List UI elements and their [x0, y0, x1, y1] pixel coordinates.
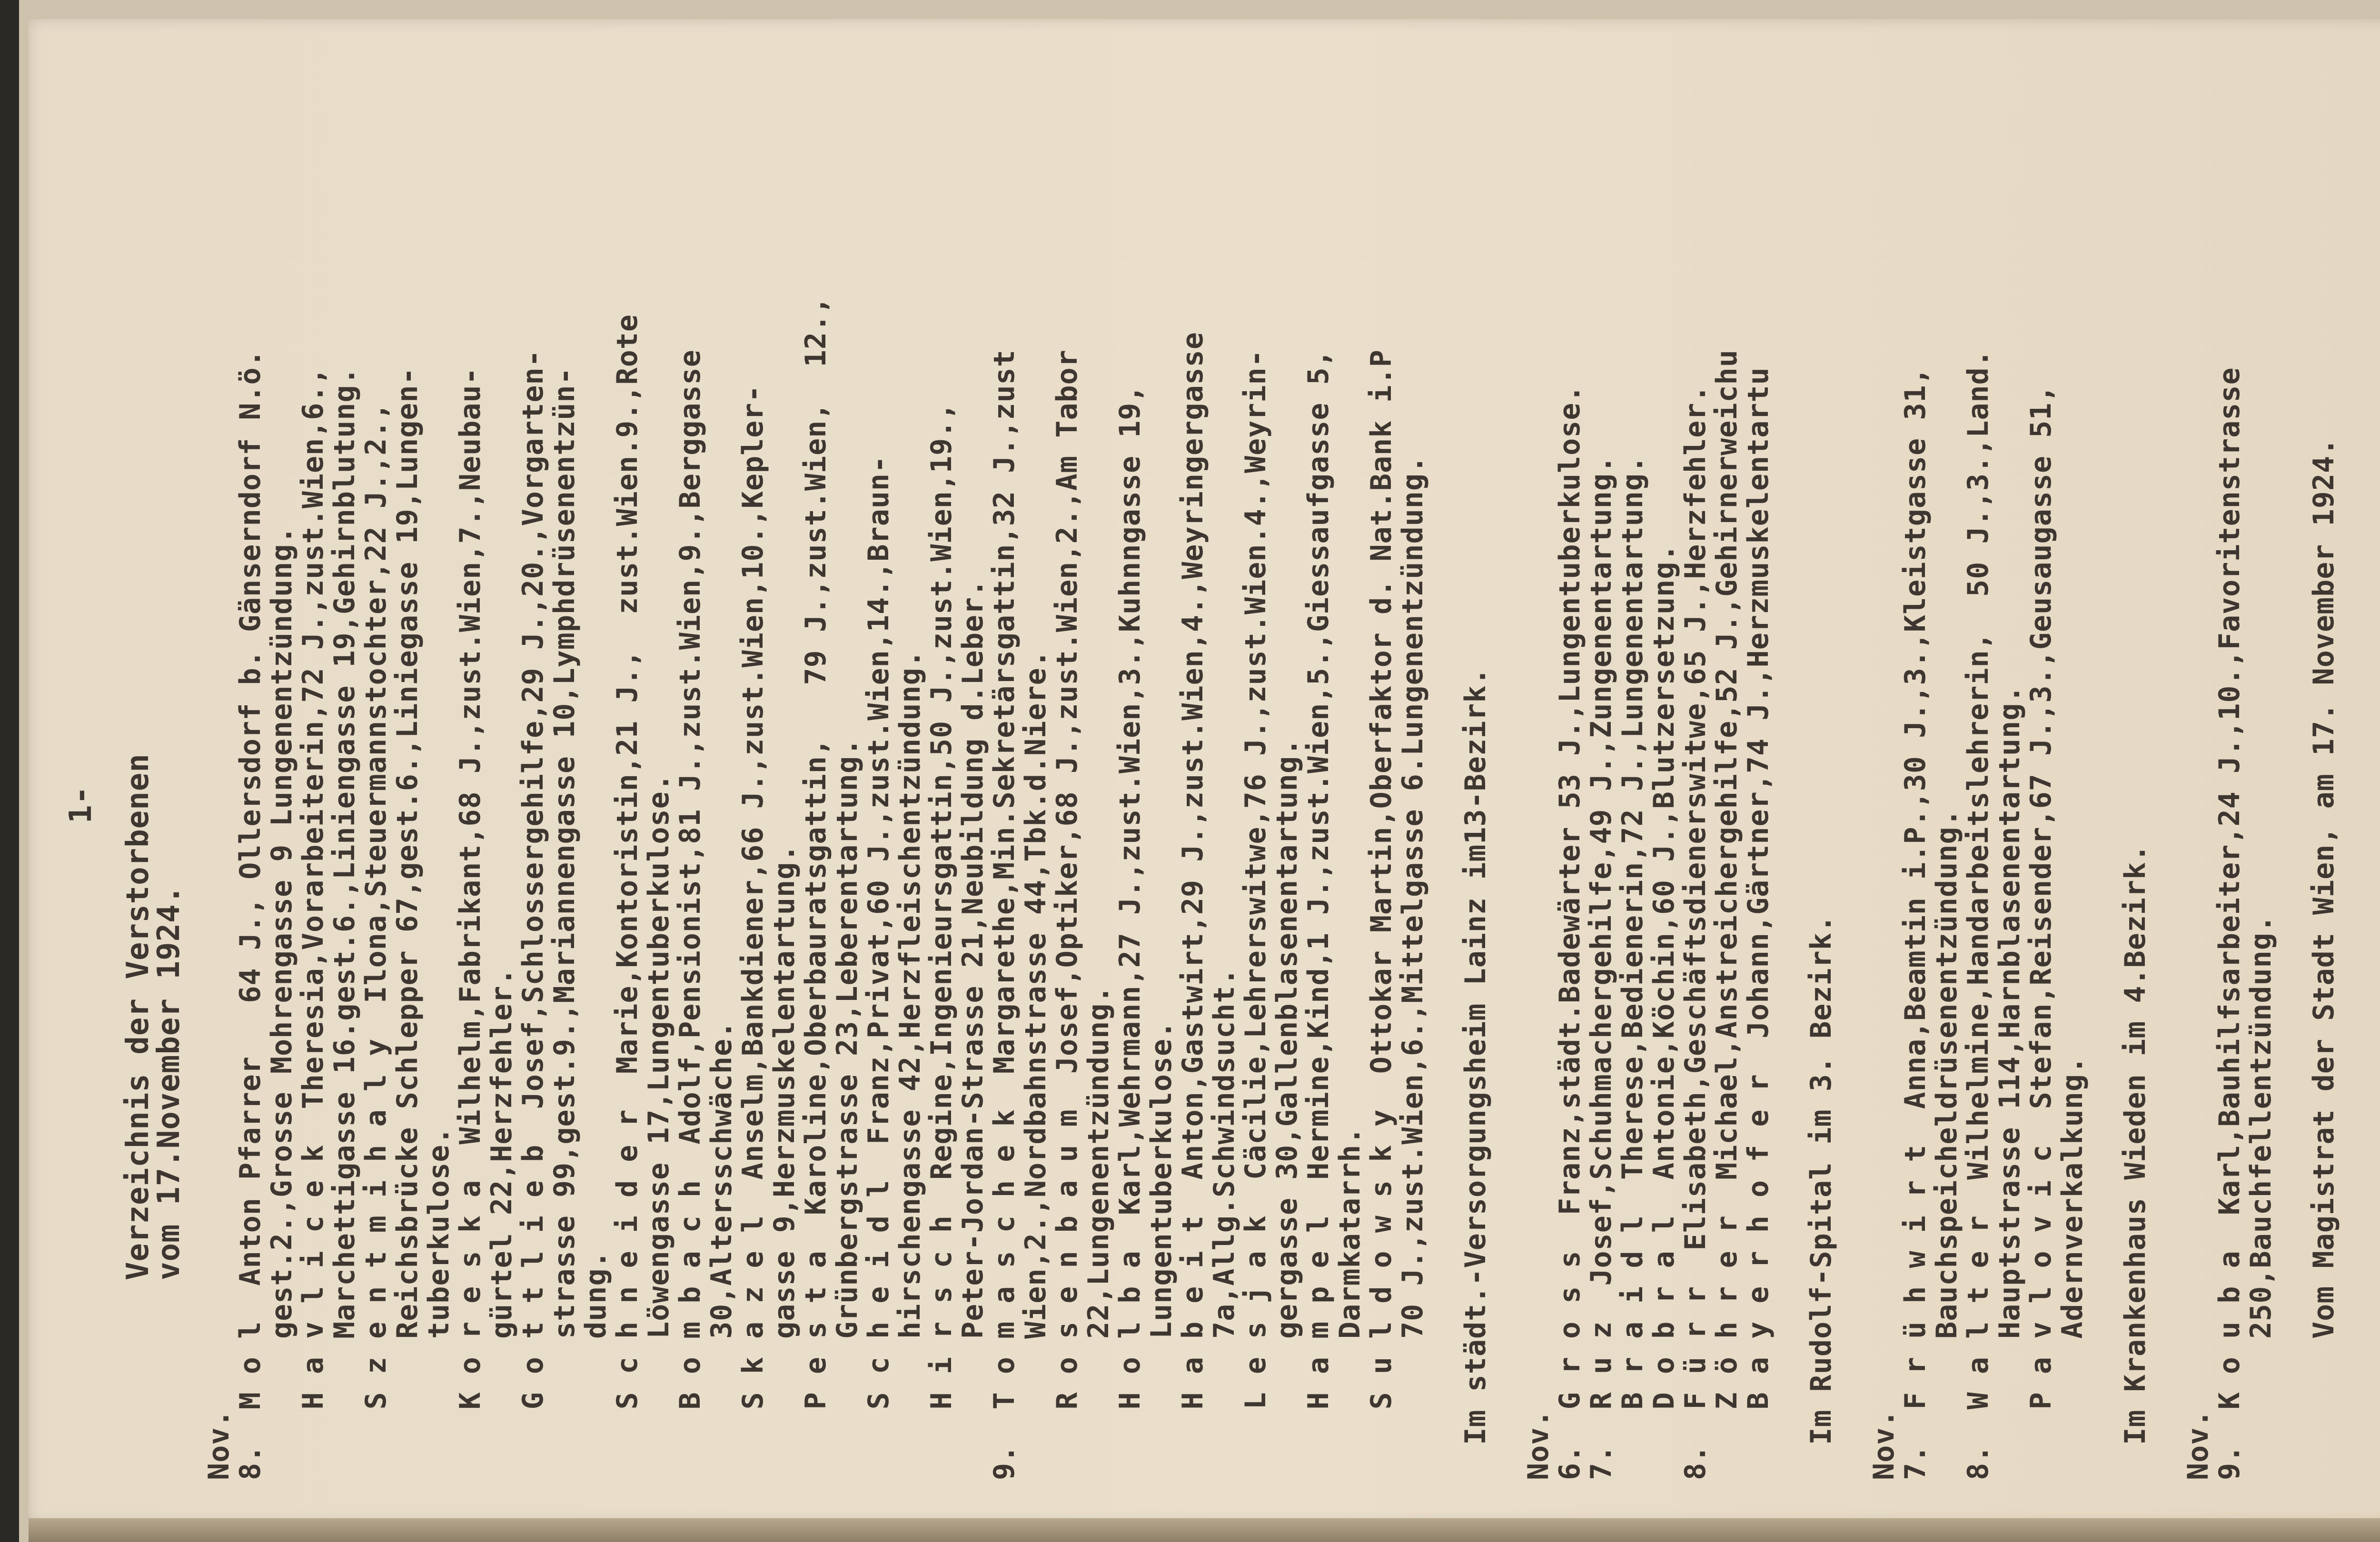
- text-line: Darmkatarrh.: [1333, 1127, 1367, 1480]
- text-line: strasse 99,gest.9.,Mariannengasse 10,Lymphdrüsenentzün-: [548, 367, 581, 1480]
- text-line: Nov.: [1522, 1409, 1555, 1480]
- text-line: Im Krankenhaus Wieden im 4.Bezirk.: [2119, 844, 2152, 1480]
- document-title: Verzeichnis der Verstorbenen: [120, 753, 156, 1280]
- text-line: D o b r a l Antonie,Köchin,60 J.,Blutzersetzung.: [1647, 544, 1681, 1480]
- text-line: 9. K o u b a Karl,Bauhilfsarbeiter,24 J.,10.,Favoritenstrasse: [2213, 367, 2246, 1480]
- text-line: 7. F r ü h w i r t Anna,Beamtin i.P.,30 J.,3.,Kleistgasse 31,: [1899, 367, 1932, 1480]
- text-line: gasse 9,Herzmuskelentartung.: [768, 844, 801, 1480]
- text-line: 9. T o m a s c h e k Margarethe,Min.Sekretärsgattin,32 J.,zust: [988, 349, 1021, 1480]
- next-page-edge: [29, 1518, 2380, 1542]
- rotated-text-block: [48, 24, 2380, 1480]
- text-line: gest.2.,Grosse Mohrengasse 9 Lungenentzündung.: [265, 526, 298, 1480]
- document-subtitle: vom 17.November 1924.: [151, 885, 187, 1280]
- text-line: H i r s c h Regine,Ingenieursgattin,50 J.,zust.Wien,19.,: [925, 402, 958, 1480]
- text-line: 30,Altersschwäche.: [705, 1020, 738, 1480]
- text-line: Marchettigasse 16.gest.6.,Liniengasse 19,Gehirnblutung.: [328, 367, 361, 1480]
- text-line: Bauchspeicheldrüsenentzündung.: [1930, 809, 1964, 1480]
- text-line: hirschengasse 42,Herzfleischentzündung.: [893, 650, 927, 1480]
- text-line: gergasse 30,Gallenblasenentartung.: [1270, 738, 1304, 1480]
- text-line: Hauptstrasse 114,Harnblasenentartung.: [1993, 685, 2026, 1480]
- text-line: L e s j a k Cäcilie,Lehrerswitwe,76 J.,zust.Wien.4.,Weyrin-: [1239, 349, 1272, 1480]
- text-line: S c h n e i d e r Marie,Kontoristin,21 J., zust.Wien.9.,Rote: [611, 314, 644, 1480]
- text-line: Im Rudolf-Spital im 3. Bezirk.: [1805, 915, 1838, 1480]
- text-line: B r a i d l Therese,Bedienerin,72 J.,Lungenentartung.: [1616, 455, 1649, 1480]
- text-line: Wien,2.,Nordbahnstrasse 44,Tbk.d.Niere.: [1019, 650, 1052, 1480]
- text-line: S z e n t m i h a l y Ilona,Steuermannstochter,22 J.,2.,: [359, 402, 393, 1480]
- text-line: tuberkulose.: [422, 1127, 456, 1480]
- text-line: 250,Bauchfellentzündung.: [2244, 915, 2278, 1480]
- text-line: Löwengasse 17,Lungentuberkulose.: [642, 773, 675, 1480]
- text-line: 8. M o l Anton Pfarrer 64 J., Ollersdorf b. Gänserndorf N.ö.: [234, 349, 267, 1480]
- text-line: K o r e s k a Wilhelm,Fabrikant,68 J.,zust.Wien,7.,Neubau-: [454, 367, 487, 1480]
- text-line: P a v l o v i c Stefan,Reisender,67 J.,3.,Geusaugasse 51,: [2024, 385, 2058, 1480]
- text-line: Z ö h r e r Michael,Anstreichergehilfe,52 J.,Gehirnerweichu: [1710, 349, 1744, 1480]
- text-line: Nov.: [2182, 1409, 2215, 1480]
- text-line: S k a z e l Anselm,Bankdiener,66 J.,zust.Wien,10.,Kepler-: [736, 385, 770, 1480]
- text-line: R o s e n b a u m Josef,Optiker,68 J.,zust.Wien,2.,Am Tabor: [1051, 349, 1084, 1480]
- text-line: H a v l i c e k Theresia,Vorarbeiterin,72 J.,zust.Wien,6.,: [297, 367, 330, 1480]
- text-line: Nov.: [202, 1409, 236, 1480]
- text-line: G o t t l i e b Josef,Schlossergehilfe,29 J.,20.,Vorgarten-: [516, 349, 550, 1480]
- text-line: 8. F ü r r Elisabeth,Geschäftsdienerswitwe,65 J.,Herzfehler.: [1679, 385, 1712, 1480]
- book-binding: [0, 0, 19, 1542]
- text-line: Adernverkalkung.: [2056, 1056, 2089, 1480]
- text-line: H a b e i t Anton,Gastwirt,29 J.,zust.Wien,4.,Weyringergasse: [1176, 332, 1210, 1480]
- text-line: S c h e i d l Franz,Privat,60 J.,zust.Wien,14.,Braun-: [862, 455, 895, 1480]
- text-line: S u l d o w s k y Ottokar Martin,Oberfaktor d. Nat.Bank i.P: [1365, 349, 1398, 1480]
- text-line: Vom Magistrat der Stadt Wien, am 17. November 1924.: [2307, 437, 2340, 1480]
- page-number: 1-: [63, 785, 99, 823]
- text-line: H o l b a Karl,Wehrmann,27 J.,zust.Wien,3.,Kuhnngasse 19,: [1113, 385, 1147, 1480]
- text-line: Peter-Jordan-Strasse 21,Neubildung d.Leber.: [956, 579, 990, 1480]
- text-line: 7a,Allg.Schwindsucht.: [1208, 968, 1241, 1480]
- text-line: 7. R u z Josef,Schuhmachergehilfe,49 J.,Zungenentartung.: [1585, 455, 1618, 1480]
- text-line: H a m p e l Hermine,Kind,1 J.,zust.Wien,5.,Giessaufgasse 5,: [1302, 349, 1335, 1480]
- text-line: Grünbergstrasse 23,Leberentartung.: [831, 738, 864, 1480]
- text-line: Reichsbrücke Schlepper 67,gest.6.,Liniegasse 19,Lungen-: [391, 367, 424, 1480]
- text-line: 6. G r o s s Franz,städt.Badewärter 53 J.,Lungentuberkulose.: [1553, 385, 1587, 1480]
- text-line: B o m b a c h Adolf,Pensionist,81 J.,zust.Wien,9.,Berggasse: [674, 349, 707, 1480]
- text-line: 22,Lungenentzündung.: [1082, 985, 1115, 1480]
- text-line: Lungentuberkulose.: [1145, 1020, 1178, 1480]
- text-line: B a y e r h o f e r Johann,Gärtner,74 J.,Herzmuskelentartu: [1742, 367, 1775, 1480]
- text-line: gürtel 22,Herzfehler.: [485, 968, 518, 1480]
- text-line: dung.: [579, 1250, 613, 1480]
- text-line: Im städt.-Versorgungsheim Lainz im13-Bezirk.: [1459, 667, 1492, 1480]
- text-line: Nov.: [1867, 1409, 1901, 1480]
- text-line: 70 J.,zust.Wien,6.,Mittelgasse 6.Lungenentzündung.: [1396, 455, 1429, 1480]
- text-line: 8. W a l t e r Wilhelmine,Handarbeitslehrerin, 50 J.,3.,Land.: [1962, 349, 1995, 1480]
- text-line: P e s t a Karoline,Oberbauratsgattin, 79 J.,zust.Wien, 12.,: [799, 296, 833, 1480]
